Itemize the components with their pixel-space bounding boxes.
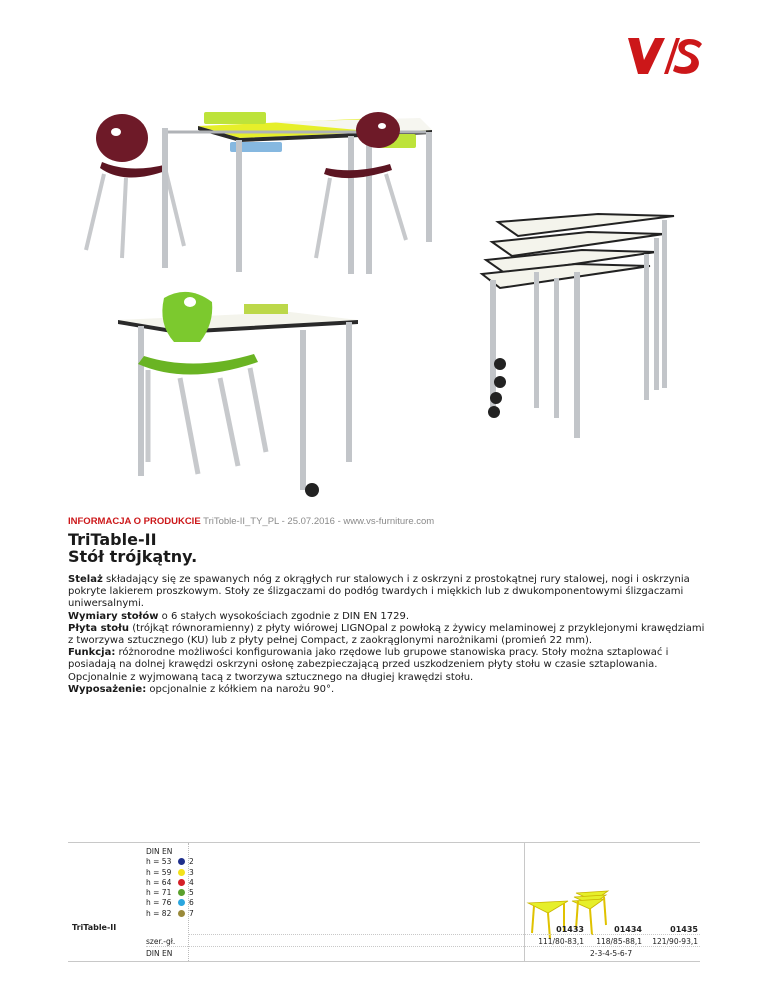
- product-photo-table-group: [80, 108, 440, 278]
- product-info-header: [68, 516, 434, 527]
- article-code: 01433: [556, 925, 584, 934]
- product-subtitle: Stół trójkątny.: [68, 547, 198, 566]
- desc-equipment: Wyposażenie: opcjonalnie z kółkiem na narożu 90°.: [68, 683, 335, 695]
- din-legend-title: DIN EN: [146, 847, 173, 856]
- desc-function: Funkcja: różnorodne możliwości konfigurowania jako rzędowe lub grupowe stanowiska pracy. Stoły można sztaplować i posiadają na dolnej krawędzi oskrzyni osłonę zabezpieczającą przed uszkodzeniem płyty stołu w czasie sztaplowania. Opcjonalnie z wyjmowaną tacą z tworzywa sztucznego na długiej krawędzi stołu.: [68, 647, 669, 683]
- dimension-value: 121/90-93,1: [652, 937, 698, 946]
- din-row-label: DIN EN: [146, 949, 173, 958]
- din-size-row: h = 64 4: [146, 877, 194, 887]
- desc-frame: Stelaż składający się ze spawanych nóg z okrągłych rur stalowych i z oskrzyni z prostokątnej rury stalowej, nogi i oskrzynia pokryte lakierem proszkowym. Stoły ze ślizgaczami do podłóg twardych i miękkich lub z dwukomponentowymi ślizgaczami uniwersalnymi.: [68, 574, 690, 610]
- size-color-dot: [178, 889, 185, 896]
- product-name: TriTable-II: [68, 530, 157, 549]
- din-size-row: h = 71 5: [146, 888, 194, 898]
- vs-logo: [628, 38, 702, 74]
- size-color-dot: [178, 858, 185, 865]
- article-code: 01435: [670, 925, 698, 934]
- din-size-row: h = 53 2: [146, 857, 194, 867]
- product-info-tag: INFORMACJA O PRODUKCIE: [68, 516, 201, 527]
- size-color-dot: [178, 899, 185, 906]
- din-height-sizes: 2-3-4-5-6-7: [590, 949, 633, 958]
- dims-row-label: szer.-gł.: [146, 937, 176, 946]
- product-photo-stacked-tables: [478, 212, 680, 442]
- row-separator: [146, 946, 700, 947]
- row-separator: [188, 934, 700, 935]
- din-size-row: h = 76 6: [146, 898, 194, 908]
- size-color-dot: [178, 910, 185, 917]
- page-title: [68, 531, 197, 565]
- dimension-value: 111/80-83,1: [538, 937, 584, 946]
- desc-dimensions: Wymiary stołów o 6 stałych wysokościach zgodnie z DIN EN 1729.: [68, 610, 410, 622]
- product-photo-green-chair: [118, 284, 368, 499]
- desc-tabletop: Płyta stołu (trójkąt równoramienny) z płyty wiórowej LIGNOpal z powłoką z żywicy melaminowej z przyklejonymi krawędziami z tworzywa sztucznego (KU) lub z płyty pełnej Compact, z zaokrąglonymi narożnikami (promień 22 mm).: [68, 622, 705, 647]
- article-code: 01434: [614, 925, 642, 934]
- size-color-dot: [178, 879, 185, 886]
- table-product-name: TriTable-II: [72, 923, 117, 932]
- red-chair-left: [86, 114, 184, 258]
- size-color-dot: [178, 869, 185, 876]
- din-size-row: h = 59 3: [146, 867, 194, 877]
- din-size-legend: [146, 847, 194, 919]
- din-size-row: h = 82 7: [146, 908, 194, 918]
- dimension-value: 118/85-88,1: [596, 937, 642, 946]
- product-description: [68, 574, 708, 696]
- document-meta: TriToble-II_TY_PL - 25.07.2016 - www.vs-furniture.com: [203, 516, 435, 527]
- spec-table: [68, 842, 700, 962]
